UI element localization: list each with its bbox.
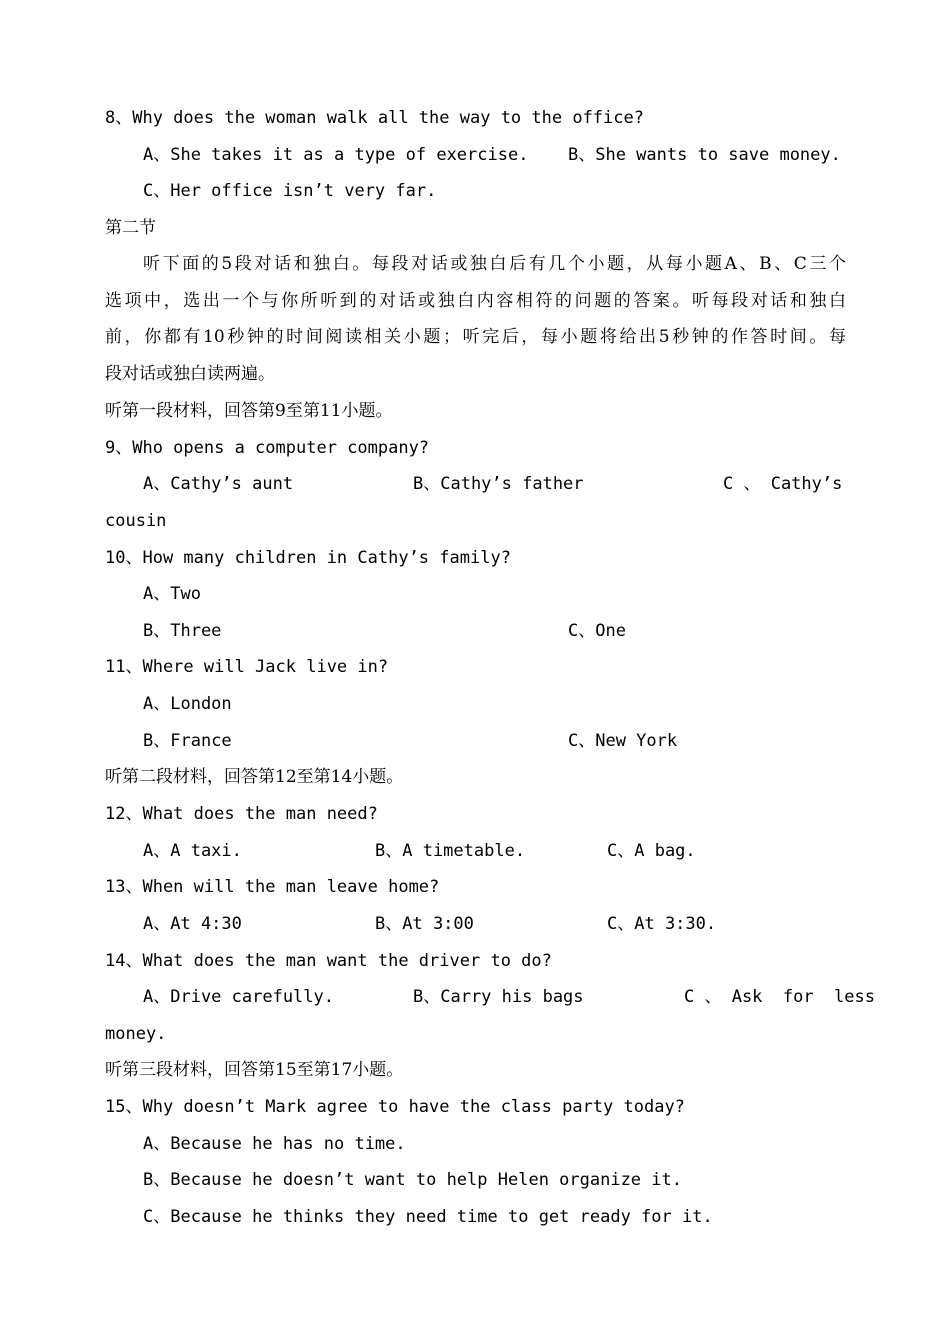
q8-option-b: B、She wants to save money.	[568, 145, 841, 165]
q10-option-a: A、Two	[143, 584, 201, 604]
instructions-line-4: 段对话或独白读两遍。	[105, 364, 275, 384]
q9-option-b: B、Cathy’s father	[413, 474, 584, 494]
q13-option-c: C、At 3:30.	[607, 914, 717, 934]
q14-options-row	[143, 983, 875, 1011]
q12-option-c: C、A bag.	[607, 841, 696, 861]
material-1-heading: 听第一段材料，回答第9至第11小题。	[105, 401, 393, 421]
q14-option-a: A、Drive carefully.	[143, 987, 334, 1007]
material-3-heading: 听第三段材料，回答第15至第17小题。	[105, 1060, 404, 1080]
question-14: 14、What does the man want the driver to do?	[105, 951, 552, 971]
q12-option-a: A、A taxi.	[143, 841, 242, 861]
q14-option-c-wrap: money.	[105, 1024, 167, 1044]
q9-option-a: A、Cathy’s aunt	[143, 474, 294, 494]
question-9: 9、Who opens a computer company?	[105, 438, 430, 458]
q9-option-c-wrap: cousin	[105, 511, 167, 531]
q15-option-c: C、Because he thinks they need time to get ready for it.	[143, 1207, 713, 1227]
instructions-line-1: 听下面的5段对话和独白。每段对话或独白后有几个小题，从每小题A、B、C三个	[143, 254, 846, 274]
question-11: 11、Where will Jack live in?	[105, 657, 389, 677]
instructions-line-3: 前，你都有10秒钟的时间阅读相关小题；听完后，每小题将给出5秒钟的作答时间。每	[105, 327, 846, 347]
q10-options-row	[143, 617, 846, 645]
question-12: 12、What does the man need?	[105, 804, 378, 824]
q13-options-row	[143, 910, 846, 938]
q15-option-a: A、Because he has no time.	[143, 1134, 406, 1154]
q11-option-c: C、New York	[568, 731, 678, 751]
question-13: 13、When will the man leave home?	[105, 877, 440, 897]
q14-option-c: C 、 Ask for less	[684, 987, 875, 1007]
q8-options-row	[143, 141, 846, 169]
q12-options-row	[143, 837, 846, 865]
q12-option-b: B、A timetable.	[375, 841, 526, 861]
question-15: 15、Why doesn’t Mark agree to have the class party today?	[105, 1097, 685, 1117]
q8-option-a: A、She takes it as a type of exercise.	[143, 145, 529, 165]
q8-option-c: C、Her office isn’t very far.	[143, 181, 437, 201]
q11-options-row	[143, 727, 846, 755]
q10-option-b: B、Three	[143, 621, 222, 641]
q11-option-a: A、London	[143, 694, 232, 714]
material-2-heading: 听第二段材料，回答第12至第14小题。	[105, 767, 404, 787]
instructions-line-2: 选项中，选出一个与你所听到的对话或独白内容相符的问题的答案。听每段对话和独白	[105, 291, 846, 311]
q14-option-b: B、Carry his bags	[413, 987, 584, 1007]
q10-option-c: C、One	[568, 621, 626, 641]
q15-option-b: B、Because he doesn’t want to help Helen organize it.	[143, 1170, 682, 1190]
q13-option-a: A、At 4:30	[143, 914, 242, 934]
question-10: 10、How many children in Cathy’s family?	[105, 548, 511, 568]
question-8: 8、Why does the woman walk all the way to the office?	[105, 108, 644, 128]
q13-option-b: B、At 3:00	[375, 914, 474, 934]
q11-option-b: B、France	[143, 731, 232, 751]
q9-options-row	[143, 470, 846, 498]
q9-option-c: C 、 Cathy’s	[723, 474, 843, 494]
section-heading: 第二节	[105, 218, 156, 238]
